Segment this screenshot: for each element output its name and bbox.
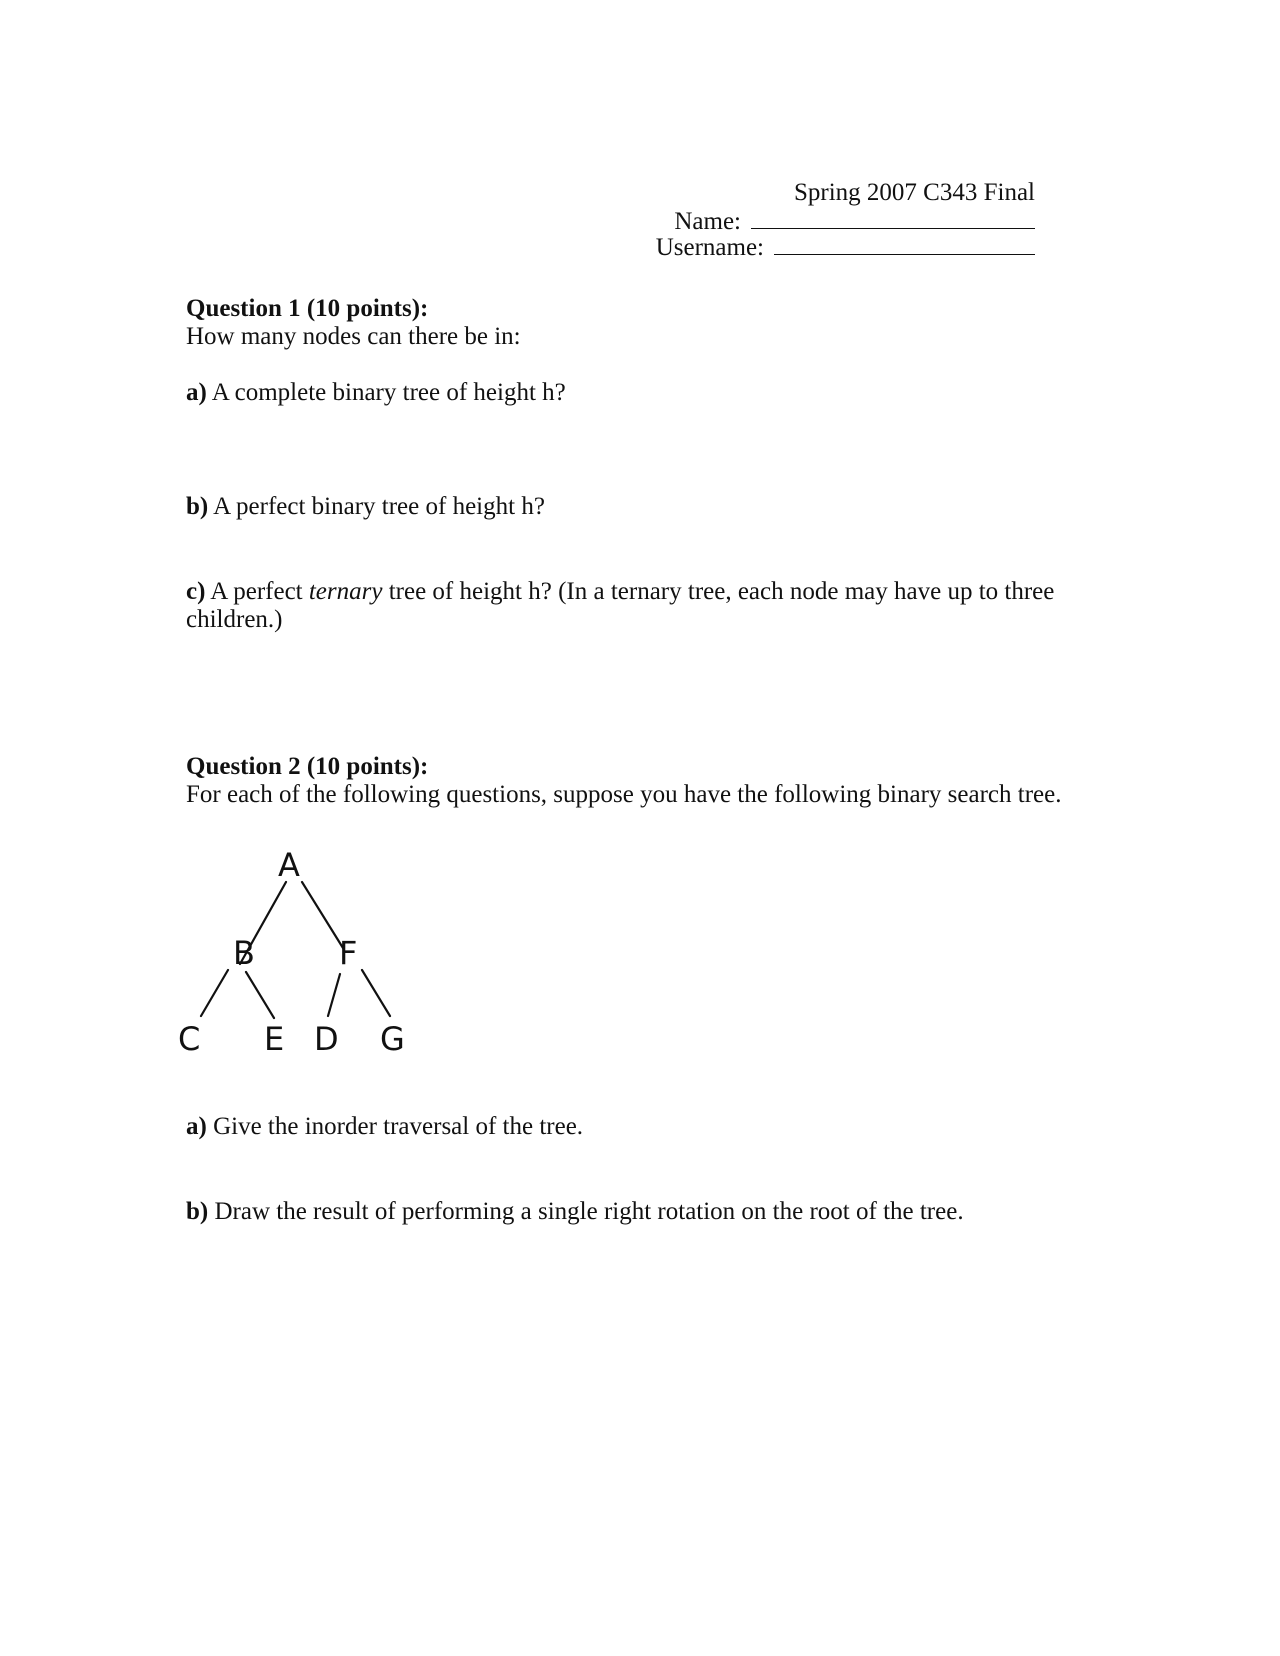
node-right: F [339,934,358,972]
q1b-label: b) [186,493,209,520]
name-label: Name: [674,208,741,235]
q1c-italic: ternary [308,578,383,605]
q2b-text: Draw the result of performing a single right rotation on the root of the tree. [214,1198,964,1225]
q1a-label: a) [186,379,207,406]
node-left-left: C [178,1020,201,1058]
q1b-text: A perfect binary tree of height h? [213,493,545,520]
q1a [186,378,566,407]
q2b-label: b) [186,1198,209,1225]
q1c [186,577,1054,606]
bst-diagram [178,840,418,1060]
node-root: A [278,846,300,884]
name-blank[interactable] [751,206,1035,229]
q2b [186,1197,964,1226]
edge-b-e [246,972,274,1018]
q1b [186,492,545,521]
edge-b-c [201,970,228,1016]
node-right-right: G [380,1020,405,1058]
edge-a-f [302,882,343,948]
q2-heading: Question 2 (10 points): [186,753,429,780]
q1c-label: c) [186,578,206,605]
q1-intro: How many nodes can there be in: [186,323,521,350]
username-row [656,232,1035,262]
q1-heading: Question 1 (10 points): [186,295,429,322]
q2a-text: Give the inorder traversal of the tree. [213,1113,584,1140]
username-label: Username: [655,234,764,261]
q2-intro: For each of the following questions, suppose you have the following binary search tree. [186,781,1062,808]
edge-f-g [362,970,390,1016]
q2a [186,1112,583,1141]
q1c-text-3: children.) [186,606,283,633]
exam-title: Spring 2007 C343 Final [794,179,1035,206]
node-left-right: E [264,1020,285,1058]
q1a-text: A complete binary tree of height h? [211,379,566,406]
node-left: B [233,934,255,972]
q1c-text-2: tree of height h? (In a ternary tree, each node may have up to three [388,578,1055,605]
edge-f-d [328,974,340,1016]
q1c-text-1: A perfect [210,578,303,605]
username-blank[interactable] [774,232,1035,255]
q2a-label: a) [186,1113,207,1140]
node-right-left: D [314,1020,339,1058]
